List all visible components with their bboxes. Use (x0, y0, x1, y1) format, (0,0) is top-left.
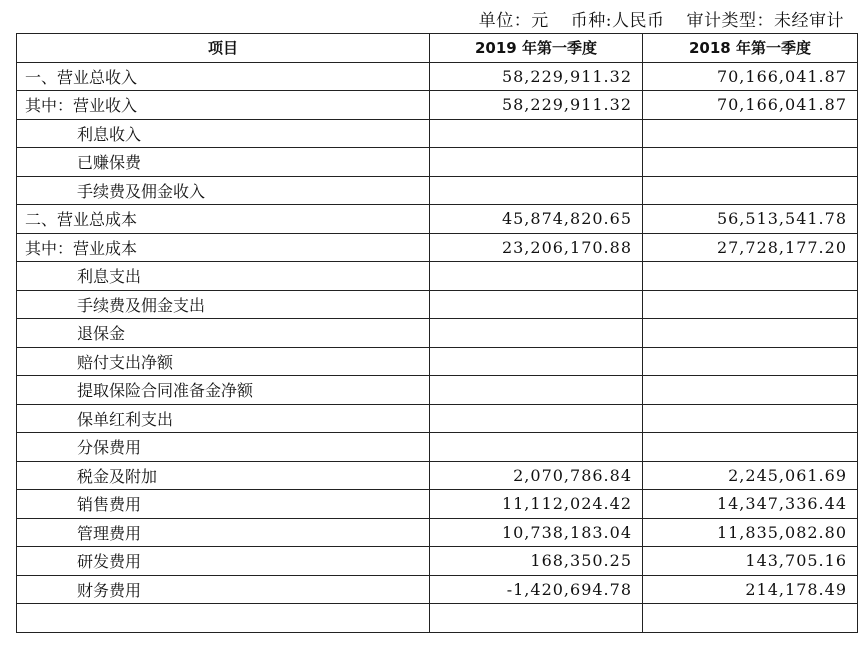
table-row (17, 604, 858, 633)
value-2019-q1 (430, 319, 643, 348)
table-row (17, 347, 858, 376)
table-row (17, 119, 858, 148)
table-row (17, 290, 858, 319)
value-2018-q1: 143,705.16 (643, 547, 858, 576)
value-2019-q1: 11,112,024.42 (430, 490, 643, 519)
row-label: 已赚保费 (17, 148, 430, 177)
row-label: 财务费用 (17, 575, 430, 604)
value-2019-q1 (430, 404, 643, 433)
value-2018-q1: 27,728,177.20 (643, 233, 858, 262)
table-row (17, 575, 858, 604)
row-label: 税金及附加 (17, 461, 430, 490)
table-row (17, 205, 858, 234)
row-label: 二、营业总成本 (17, 205, 430, 234)
value-2019-q1 (430, 433, 643, 462)
value-2019-q1: 45,874,820.65 (430, 205, 643, 234)
table-row (17, 461, 858, 490)
value-2019-q1 (430, 176, 643, 205)
value-2019-q1 (430, 347, 643, 376)
value-2018-q1: 70,166,041.87 (643, 91, 858, 120)
income-statement-table (16, 33, 858, 633)
value-2018-q1 (643, 148, 858, 177)
table-row (17, 262, 858, 291)
row-label: 提取保险合同准备金净额 (17, 376, 430, 405)
value-2018-q1: 11,835,082.80 (643, 518, 858, 547)
value-2019-q1: 10,738,183.04 (430, 518, 643, 547)
table-row (17, 518, 858, 547)
row-label: 研发费用 (17, 547, 430, 576)
table-body (17, 62, 858, 632)
audit-type-label: 审计类型：未经审计 (686, 11, 844, 31)
row-label: 利息支出 (17, 262, 430, 291)
value-2018-q1 (643, 433, 858, 462)
row-label: 利息收入 (17, 119, 430, 148)
value-2018-q1 (643, 176, 858, 205)
value-2019-q1: 58,229,911.32 (430, 91, 643, 120)
currency-label: 币种:人民币 (570, 11, 665, 31)
row-label: 手续费及佣金收入 (17, 176, 430, 205)
value-2019-q1 (430, 262, 643, 291)
row-label: 保单红利支出 (17, 404, 430, 433)
row-label: 分保费用 (17, 433, 430, 462)
table-row (17, 233, 858, 262)
value-2018-q1: 214,178.49 (643, 575, 858, 604)
row-label: 一、营业总收入 (17, 62, 430, 91)
value-2019-q1: 23,206,170.88 (430, 233, 643, 262)
header-2019-q1: 2019 年第一季度 (430, 34, 643, 63)
value-2018-q1: 56,513,541.78 (643, 205, 858, 234)
row-label: 其中：营业收入 (17, 91, 430, 120)
row-label: 其中：营业成本 (17, 233, 430, 262)
value-2018-q1 (643, 119, 858, 148)
value-2019-q1 (430, 148, 643, 177)
value-2019-q1: 2,070,786.84 (430, 461, 643, 490)
value-2019-q1 (430, 604, 643, 633)
table-row (17, 547, 858, 576)
table-row (17, 176, 858, 205)
row-label: 赔付支出净额 (17, 347, 430, 376)
report-meta (457, 6, 844, 31)
value-2018-q1 (643, 290, 858, 319)
row-label: 销售费用 (17, 490, 430, 519)
table-row (17, 376, 858, 405)
value-2019-q1 (430, 376, 643, 405)
value-2018-q1 (643, 376, 858, 405)
table-row (17, 91, 858, 120)
header-2018-q1: 2018 年第一季度 (643, 34, 858, 63)
value-2018-q1 (643, 319, 858, 348)
table-row (17, 62, 858, 91)
table-header-row (17, 34, 858, 63)
row-label: 手续费及佣金支出 (17, 290, 430, 319)
table-row (17, 148, 858, 177)
header-item: 项目 (17, 34, 430, 63)
value-2019-q1 (430, 290, 643, 319)
value-2018-q1 (643, 604, 858, 633)
table-row (17, 319, 858, 348)
table-row (17, 433, 858, 462)
value-2018-q1 (643, 404, 858, 433)
row-label: 管理费用 (17, 518, 430, 547)
value-2018-q1: 2,245,061.69 (643, 461, 858, 490)
value-2018-q1: 14,347,336.44 (643, 490, 858, 519)
row-label (17, 604, 430, 633)
value-2019-q1: -1,420,694.78 (430, 575, 643, 604)
row-label: 退保金 (17, 319, 430, 348)
unit-label: 单位：元 (478, 11, 549, 31)
value-2018-q1 (643, 347, 858, 376)
value-2018-q1: 70,166,041.87 (643, 62, 858, 91)
value-2019-q1: 168,350.25 (430, 547, 643, 576)
value-2018-q1 (643, 262, 858, 291)
table-row (17, 490, 858, 519)
value-2019-q1: 58,229,911.32 (430, 62, 643, 91)
table-row (17, 404, 858, 433)
value-2019-q1 (430, 119, 643, 148)
